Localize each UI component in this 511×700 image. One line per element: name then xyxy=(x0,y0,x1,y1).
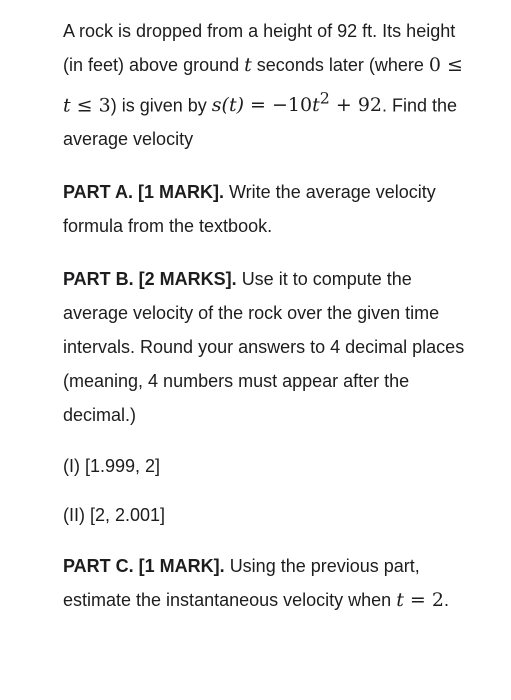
intro-text-1: A rock is dropped from a height of 92 ft. Its height (in feet) above ground xyxy=(63,21,456,75)
problem-document xyxy=(63,14,473,617)
part-c-period: . xyxy=(443,590,449,611)
intro-text-2: seconds later (where xyxy=(256,55,424,75)
part-c-label: PART C. [1 MARK]. xyxy=(63,556,225,577)
interval-2: (II) [2, 2.001] xyxy=(63,505,166,526)
part-b xyxy=(63,262,473,432)
part-c-text: Using the previous part, estimate the instantaneous velocity when xyxy=(63,556,420,611)
part-b-text: Use it to compute the average velocity of the rock over the given time intervals. Round your answers to 4 decimal places (meaning, 4 numbers must appear after the decimal.) xyxy=(63,269,465,426)
math-variable-t: t xyxy=(244,54,252,76)
part-a-label: PART A. [1 MARK]. xyxy=(63,182,224,203)
part-a-text: Write the average velocity formula from the textbook. xyxy=(63,182,436,237)
math-function: $s(t) = -10t^2 + 92$ xyxy=(211,89,383,117)
interval-1: (I) [1.999, 2] xyxy=(63,456,161,477)
math-t-equals-2: t = 2 xyxy=(396,589,444,612)
intro-text-3: ) is given by xyxy=(110,95,207,116)
part-b-label: PART B. [2 MARKS]. xyxy=(63,269,237,290)
part-a xyxy=(63,175,473,243)
part-c xyxy=(63,549,473,617)
intro-text-4: . Find the average velocity xyxy=(63,95,458,150)
math-domain: 0 ≤ t ≤ 3 xyxy=(63,54,463,117)
problem-statement xyxy=(63,14,473,156)
